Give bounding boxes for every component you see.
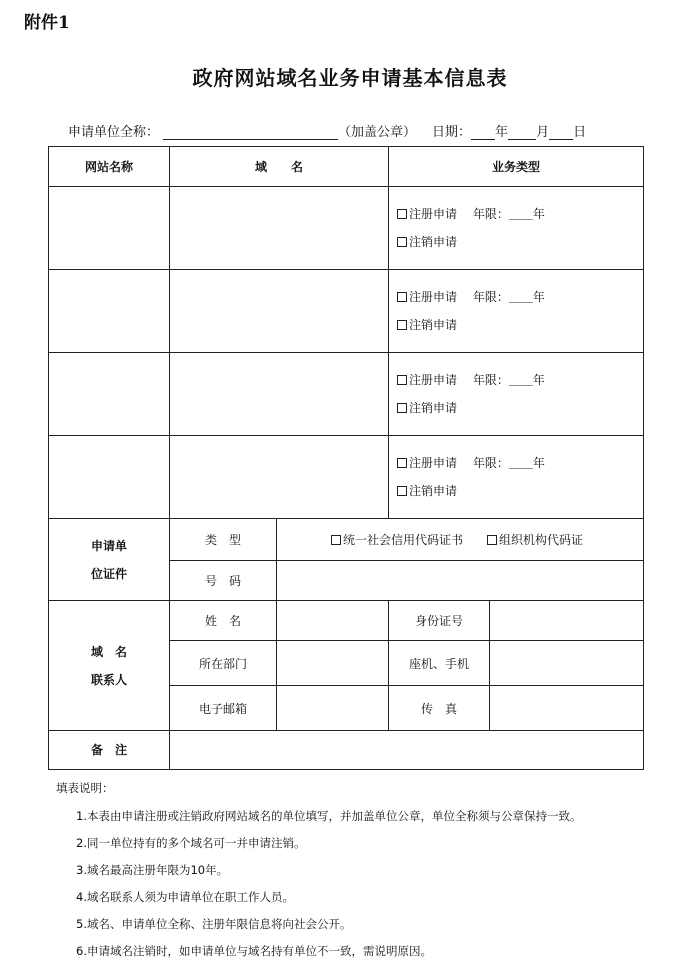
page-title: 政府网站域名业务申请基本信息表 (192, 66, 508, 90)
header-service-type: 业务类型 (389, 147, 644, 187)
id-number-label: 身份证号 (389, 601, 490, 641)
domain-row (49, 270, 644, 353)
domain-cell[interactable] (170, 436, 389, 519)
applicant-line (68, 121, 586, 140)
month-label: 月 (536, 125, 550, 140)
date-label: 日期： (432, 125, 472, 140)
contact-name-cell[interactable] (277, 601, 389, 641)
application-table (48, 146, 644, 770)
instruction-item: 3.域名最高注册年限为10年。 (76, 863, 229, 877)
cancel-label: 注销申请 (409, 318, 458, 332)
credit-code-label: 统一社会信用代码证书 (343, 533, 464, 547)
domain-cell[interactable] (170, 270, 389, 353)
domain-cell[interactable] (170, 353, 389, 436)
cancel-checkbox[interactable] (397, 403, 407, 413)
cancel-checkbox[interactable] (397, 237, 407, 247)
instruction-item: 2.同一单位持有的多个域名可一并申请注销。 (76, 836, 306, 850)
org-name-label: 申请单位全称： (68, 125, 160, 140)
header-domain: 域 名 (170, 147, 389, 187)
credit-code-checkbox[interactable] (331, 535, 341, 545)
instructions-heading: 填表说明： (56, 781, 114, 795)
contact-name-row (49, 601, 644, 641)
month-blank[interactable] (508, 125, 536, 140)
register-label: 注册申请 (409, 456, 458, 470)
term-label: 年限：＿＿年 (472, 456, 545, 470)
cancel-label: 注销申请 (409, 401, 458, 415)
contact-label-line1: 域 名 (90, 644, 127, 659)
register-checkbox[interactable] (397, 458, 407, 468)
domain-row (49, 353, 644, 436)
cancel-checkbox[interactable] (397, 486, 407, 496)
header-row (49, 147, 644, 187)
cancel-checkbox[interactable] (397, 320, 407, 330)
org-name-blank[interactable] (163, 125, 338, 140)
service-type-cell (389, 270, 644, 353)
year-blank[interactable] (471, 125, 495, 140)
register-label: 注册申请 (409, 207, 458, 221)
attachment-label: 附件1 (24, 13, 70, 33)
contact-section-label (49, 601, 170, 731)
day-label: 日 (573, 125, 587, 140)
phone-cell[interactable] (490, 641, 644, 686)
day-blank[interactable] (549, 125, 573, 140)
domain-row (49, 187, 644, 270)
certificate-type-options (277, 519, 644, 561)
register-checkbox[interactable] (397, 292, 407, 302)
year-label: 年 (495, 125, 509, 140)
remarks-cell[interactable] (170, 731, 644, 770)
fax-cell[interactable] (490, 686, 644, 731)
cancel-label: 注销申请 (409, 235, 458, 249)
register-checkbox[interactable] (397, 209, 407, 219)
domain-cell[interactable] (170, 187, 389, 270)
remarks-label: 备 注 (49, 731, 170, 770)
term-label: 年限：＿＿年 (472, 207, 545, 221)
remarks-row (49, 731, 644, 770)
register-checkbox[interactable] (397, 375, 407, 385)
phone-label: 座机、手机 (389, 641, 490, 686)
instruction-item: 4.域名联系人须为申请单位在职工作人员。 (76, 890, 294, 904)
header-site-name: 网站名称 (49, 147, 170, 187)
cancel-label: 注销申请 (409, 484, 458, 498)
site-name-cell[interactable] (49, 270, 170, 353)
certificate-type-label: 类 型 (170, 519, 277, 561)
id-number-cell[interactable] (490, 601, 644, 641)
contact-label-line2: 联系人 (90, 672, 127, 687)
certificate-type-row (49, 519, 644, 561)
org-code-checkbox[interactable] (487, 535, 497, 545)
certificate-number-label: 号 码 (170, 561, 277, 601)
certificate-label-line1: 申请单 (90, 538, 127, 553)
seal-note: （加盖公章） (338, 125, 417, 140)
term-label: 年限：＿＿年 (472, 373, 545, 387)
instruction-item: 6.申请域名注销时，如申请单位与域名持有单位不一致，需说明原因。 (76, 944, 432, 958)
certificate-label-line2: 位证件 (90, 566, 127, 581)
domain-row (49, 436, 644, 519)
service-type-cell (389, 187, 644, 270)
site-name-cell[interactable] (49, 353, 170, 436)
site-name-cell[interactable] (49, 187, 170, 270)
instruction-item: 1.本表由申请注册或注销政府网站域名的单位填写，并加盖单位公章，单位全称须与公章保持一致。 (76, 809, 582, 823)
email-label: 电子邮箱 (170, 686, 277, 731)
register-label: 注册申请 (409, 290, 458, 304)
instruction-item: 5.域名、申请单位全称、注册年限信息将向社会公开。 (76, 917, 352, 931)
department-label: 所在部门 (170, 641, 277, 686)
site-name-cell[interactable] (49, 436, 170, 519)
certificate-number-cell[interactable] (277, 561, 644, 601)
service-type-cell (389, 353, 644, 436)
filling-instructions (56, 780, 581, 968)
certificate-section-label (49, 519, 170, 601)
contact-name-label: 姓 名 (170, 601, 277, 641)
service-type-cell (389, 436, 644, 519)
email-cell[interactable] (277, 686, 389, 731)
term-label: 年限：＿＿年 (472, 290, 545, 304)
org-code-label: 组织机构代码证 (499, 533, 584, 547)
department-cell[interactable] (277, 641, 389, 686)
register-label: 注册申请 (409, 373, 458, 387)
fax-label: 传 真 (389, 686, 490, 731)
